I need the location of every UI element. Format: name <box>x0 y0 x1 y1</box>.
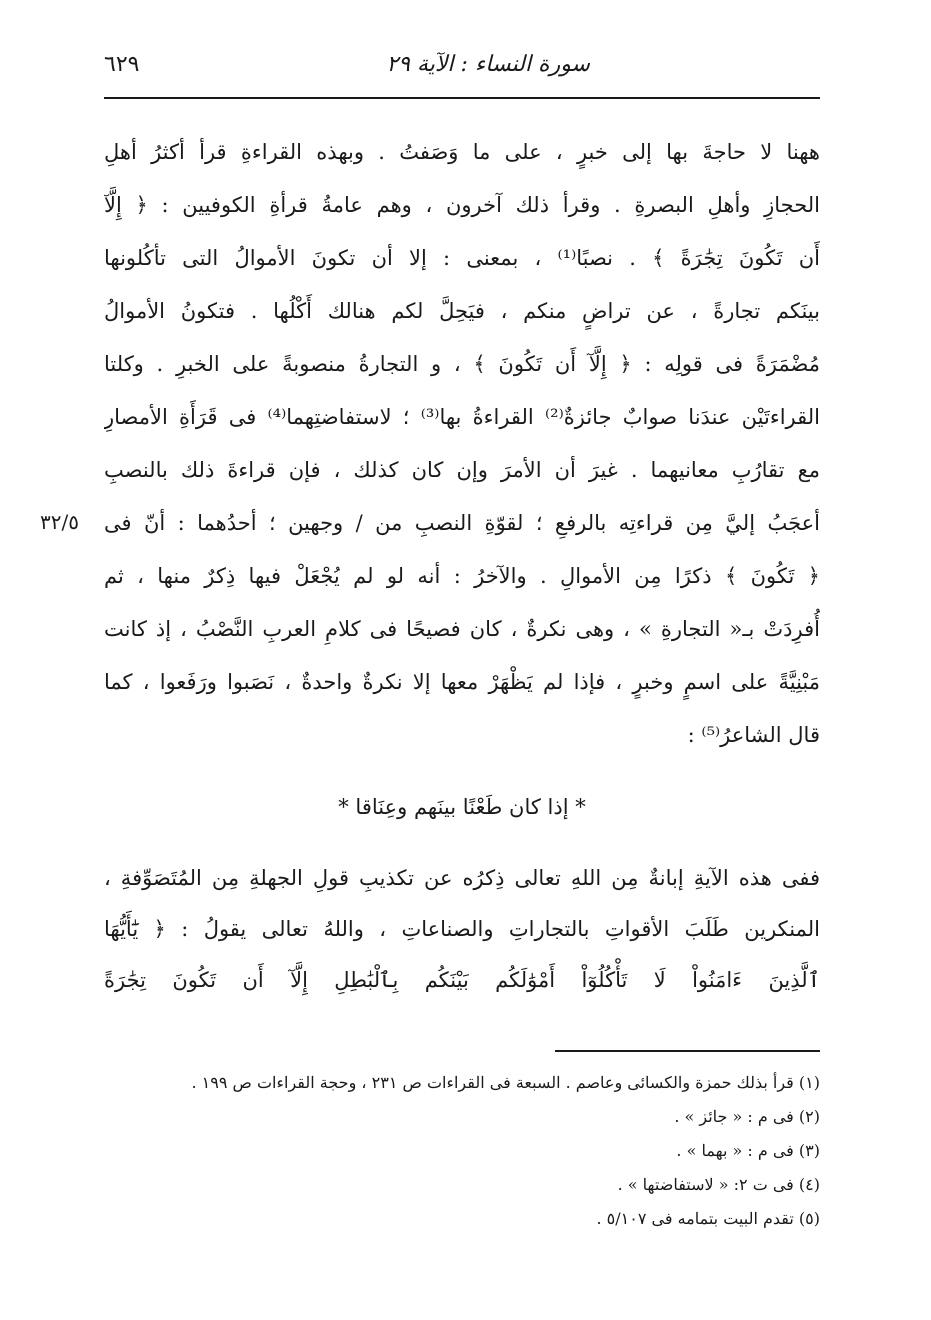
text-line: ففى هذه الآيةِ إبانةٌ مِن اللهِ تعالى ذِكرُه عن تكذيبِ قولِ الجهلةِ مِن المُتَصَوِّفةِ ، <box>104 866 820 890</box>
footnote: (٣) فى م : « بهما » . <box>676 1141 820 1160</box>
text-line: ٱلَّذِينَ ءَامَنُواْ لَا تَأْكُلُوٓاْ أَمْوَٰلَكُم بَيْنَكُم بِٱلْبَٰطِلِ إِلَّآ أَن تَكُونَ تِجَٰرَةً <box>104 968 820 992</box>
poetry-verse: * إذا كان طَعْنًا بينَهم وعِنَاقا * <box>338 795 586 819</box>
text-line: أَن تَكُونَ تِجَٰرَةً ﴾ . نصبًا⁽¹⁾ ، بمعنى : إلا أن تكونَ الأموالُ التى تأكُلونها <box>104 246 820 270</box>
footnote: (١) قرأ بذلك حمزة والكسائى وعاصم . السبعة فى القراءات ص ٢٣١ ، وحجة القراءات ص ١٩٩ . <box>191 1073 820 1092</box>
margin-reference: ٣٢/٥ <box>40 510 79 534</box>
page-header <box>104 52 820 92</box>
page-number: ٦٢٩ <box>104 52 140 77</box>
text-line: أعجَبُ إليَّ مِن قراءتِه بالرفعِ ؛ لقوّةِ النصبِ من / وجهين ؛ أحدُهما : أنّ فى <box>104 511 820 535</box>
text-line: مع تقارُبِ معانيهما . غيرَ أن الأمرَ وإن كان كذلك ، فإن قراءةَ ذلك بالنصبِ <box>104 458 820 482</box>
main-paragraph <box>104 126 820 762</box>
text-line: المنكرين طَلَبَ الأقواتِ بالتجاراتِ والصناعاتِ ، واللهُ تعالى يقولُ : ﴿ يَٰٓأَيُّهَا <box>104 917 820 941</box>
text-line: قال الشاعرُ⁽⁵⁾ : <box>687 723 820 747</box>
footnote: (٢) فى م : « جائز » . <box>674 1107 820 1126</box>
text-line: أُفرِدَتْ بـ« التجارةِ » ، وهى نكرةٌ ، كان فصيحًا فى كلامِ العربِ النَّصْبُ ، إذ كانت <box>104 617 820 641</box>
footnotes <box>104 1066 820 1236</box>
footnote-rule <box>555 1050 820 1052</box>
text-line: القراءتَيْن عندَنا صوابٌ جائزةٌ⁽²⁾ القراءةُ بها⁽³⁾ ؛ لاستفاضتِهما⁽⁴⁾ فى قَرَأَةِ الأمصارِ <box>104 405 820 429</box>
second-paragraph <box>104 853 820 1006</box>
text-line: الحجازِ وأهلِ البصرةِ . وقرأ ذلك آخرون ، وهم عامةُ قرأةِ الكوفيين : ﴿ إِلَّآ <box>104 193 820 217</box>
text-line: مَبْنِيَّةً على اسمٍ وخبرٍ ، فإذا لم يَظْهَرْ معها إلا نكرةٌ واحدةٌ ، نَصَبوا ورَفَعوا ، كما <box>104 670 820 694</box>
text-line: ههنا لا حاجةَ بها إلى خبرٍ ، على ما وَصَفتُ . وبهذه القراءةِ قرأ أكثرُ أهلِ <box>104 140 820 164</box>
running-title: سورة النساء : الآية ٢٩ <box>386 52 590 77</box>
text-line: ﴿ تَكُونَ ﴾ ذكرًا مِن الأموالِ . والآخرُ : أنه لو لم يُجْعَلْ فيها ذِكرٌ منها ، ثم <box>104 564 820 588</box>
text-line: مُضْمَرَةً فى قولِه : ﴿ إِلَّآ أَن تَكُونَ ﴾ ، و التجارةُ منصوبةً على الخبرِ . وكلتا <box>104 352 820 376</box>
header-rule <box>104 97 820 99</box>
text-line: بينَكم تجارةً ، عن تراضٍ منكم ، فيَحِلَّ لكم هنالك أَكْلُها . فتكونُ الأموالُ <box>104 299 820 323</box>
footnote: (٤) فى ت ٢: « لاستفاضتها » . <box>617 1175 820 1194</box>
footnote: (٥) تقدم البيت بتمامه فى ٥/١٠٧ . <box>596 1209 820 1228</box>
